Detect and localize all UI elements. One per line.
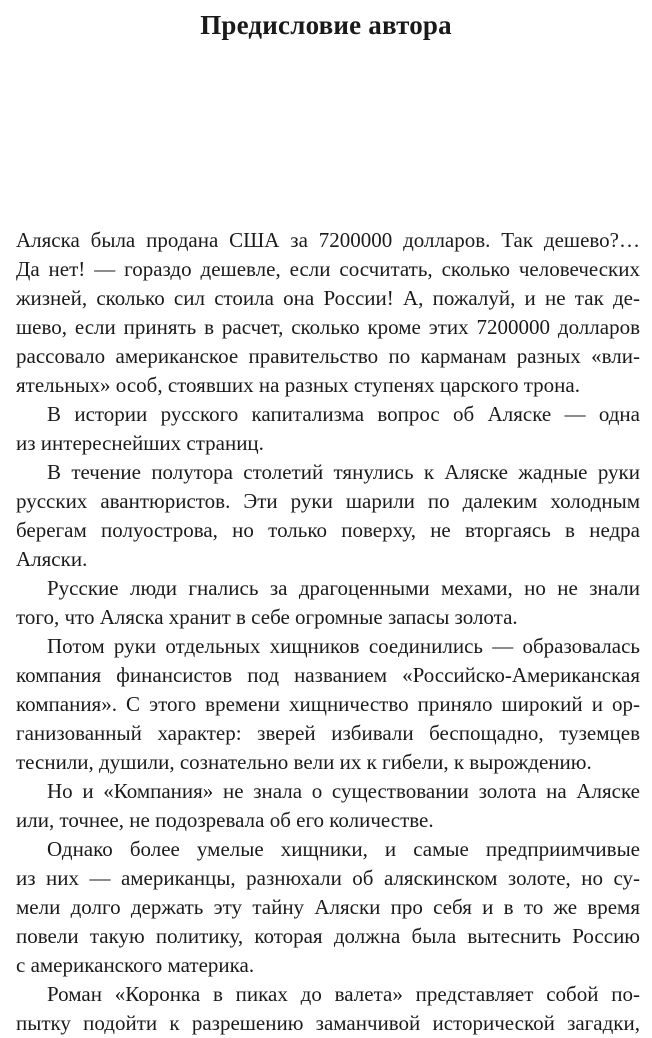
text-line: Аляски. xyxy=(16,547,88,571)
text-line: Однако более умелые хищники, и самые предприимчивые xyxy=(47,837,640,861)
text-line: берегам полуострова, но только поверху, не вторгаясь в недра xyxy=(16,518,640,542)
text-line: повели такую политику, которая должна была вытеснить Россию xyxy=(16,924,640,948)
body-text xyxy=(16,226,640,1038)
text-line: Потом руки отдельных хищников соединились — образовалась xyxy=(47,634,640,658)
text-line: рассовало американское правительство по карманам разных «вли- xyxy=(16,344,640,368)
text-line: В течение полутора столетий тянулись к Аляске жадные руки xyxy=(47,460,640,484)
text-line: мели долго держать эту тайну Аляски про себя и в то же время xyxy=(16,895,640,919)
text-line: Аляска была продана США за 7200000 долларов. Так дешево?… xyxy=(16,228,640,252)
text-line: Но и «Компания» не знала о существовании золота на Аляске xyxy=(47,779,640,803)
text-line: с американского материка. xyxy=(16,953,255,977)
text-line: теснили, душили, сознательно вели их к гибели, к вырождению. xyxy=(16,750,592,774)
text-line: пытку подойти к разрешению заманчивой исторической загадки, xyxy=(16,1011,640,1035)
text-line: Роман «Коронка в пиках до валета» представляет собой по- xyxy=(47,982,640,1006)
text-line: того, что Аляска хранит в себе огромные запасы золота. xyxy=(16,605,518,629)
text-line: ятельных» особ, стоявших на разных ступенях царского трона. xyxy=(16,373,580,397)
text-line: В истории русского капитализма вопрос об Аляске — одна xyxy=(47,402,640,426)
chapter-title: Предисловие автора xyxy=(200,10,452,40)
text-line: ганизованный характер: зверей избивали беспощадно, туземцев xyxy=(16,721,640,745)
text-line: компания». С этого времени хищничество приняло широкий и ор- xyxy=(16,692,640,716)
text-line: русских авантюристов. Эти руки шарили по далеким холодным xyxy=(16,489,640,513)
text-line: жизней, сколько сил стоила она России! А, пожалуй, и не так де- xyxy=(16,286,640,310)
text-line: из них — американцы, разнюхали об аляскинском золоте, но су- xyxy=(16,866,640,890)
text-line: шево, если принять в расчет, сколько кроме этих 7200000 долларов xyxy=(16,315,640,339)
text-line: или, точнее, не подозревала об его количестве. xyxy=(16,808,434,832)
text-line: из интереснейших страниц. xyxy=(16,431,264,455)
text-line: Да нет! — гораздо дешевле, если сосчитать, сколько человеческих xyxy=(16,257,640,281)
text-line: компания финансистов под названием «Российско-Американская xyxy=(16,663,640,687)
text-line: Русские люди гнались за драгоценными мехами, но не знали xyxy=(47,576,640,600)
